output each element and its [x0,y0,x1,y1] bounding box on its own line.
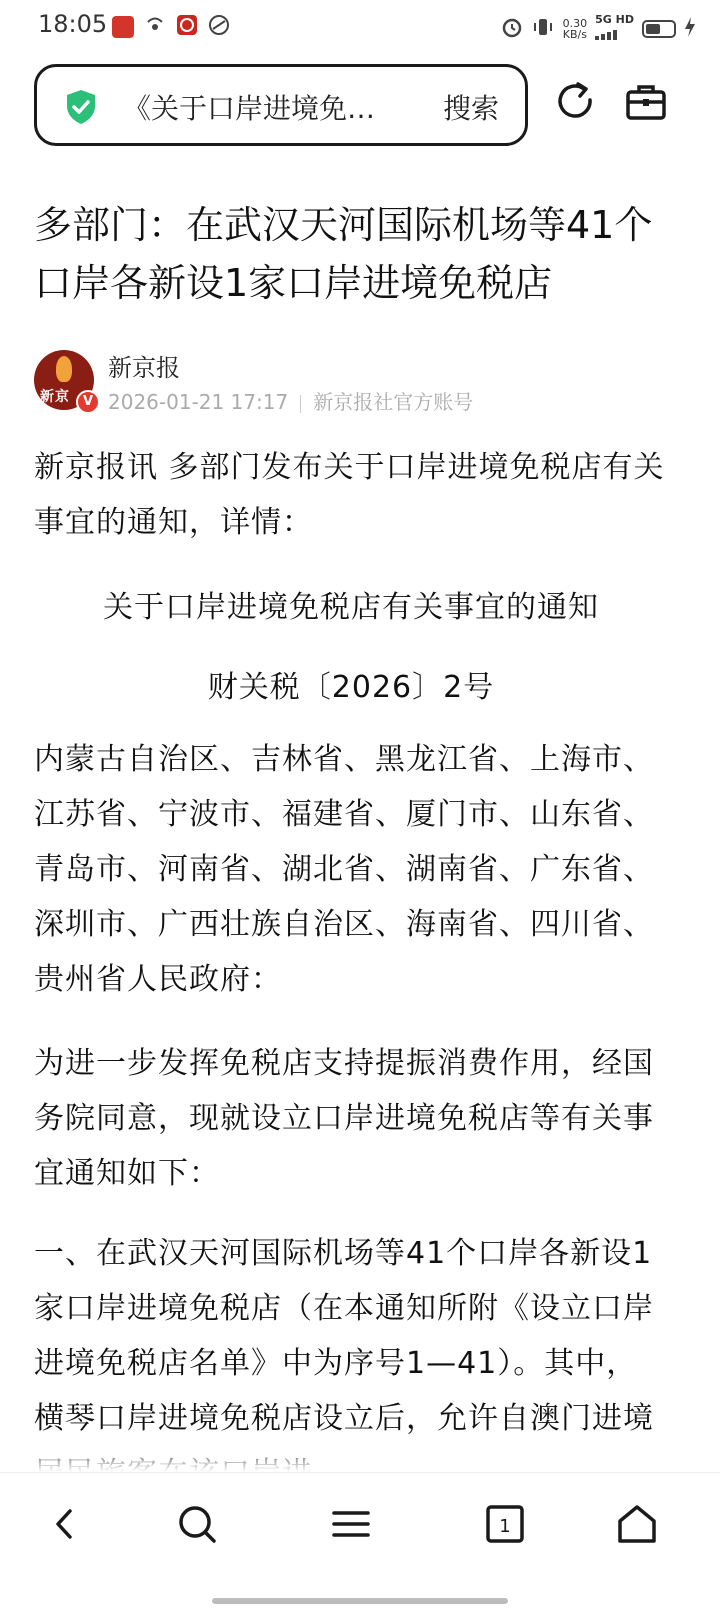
bank-app-icon [176,14,198,40]
search-input[interactable]: 《关于口岸进境免… [123,92,376,125]
article-paragraph-2: 一、在武汉天河国际机场等41个口岸各新设1家口岸进境免税店（在本通知所附《设立口岸进境免税店名单》中为序号1—41）。其中，横琴口岸进境免税店设立后，允许自澳门进境 [34,1236,654,1436]
publish-date: 2026-01-21 17:17 [108,390,289,414]
network-type: 5G HD [595,13,634,26]
wifi-calling-icon [144,14,166,40]
network-speed-value: 0.30 [562,17,588,30]
status-bar [0,0,720,56]
search-bar[interactable] [34,64,528,146]
content-fade [0,1440,720,1472]
toolbox-icon[interactable] [624,80,668,124]
author-meta [108,386,473,415]
news-app-icon [112,16,134,38]
notice-number: 财关税〔2026〕2号 [207,670,495,705]
article-paragraph-1: 为进一步发挥免税店支持提振消费作用，经国务院同意，现就设立口岸进境免税店等有关事宜通知如下： [34,1046,654,1191]
network-speed-unit: KB/s [562,28,587,41]
security-shield-icon [65,89,97,125]
notification-icons [112,14,230,40]
alarm-icon [501,16,523,42]
signal-indicator [595,14,634,44]
meta-divider [300,395,301,413]
battery-icon [642,20,676,38]
charging-icon [684,16,696,42]
search-icon[interactable] [174,1501,220,1547]
refresh-icon[interactable] [554,80,598,124]
article-title: 多部门：在武汉天河国际机场等41个口岸各新设1家口岸进境免税店 [34,203,653,305]
article-intro: 新京报讯 多部门发布关于口岸进境免税店有关事宜的通知，详情： [34,450,665,540]
addressees: 内蒙古自治区、吉林省、黑龙江省、上海市、江苏省、宁波市、福建省、厦门市、山东省、青岛市、河南省、湖北省、湖南省、广东省、深圳市、广西壮族自治区、海南省、四川省、贵州省人民政府： [34,742,654,997]
account-description: 新京报社官方账号 [313,390,474,414]
svg-text:1: 1 [499,1516,511,1537]
bottom-navigation [0,1472,720,1613]
signal-bars-icon [595,30,625,40]
verified-icon: V [76,390,100,414]
notice-title: 关于口岸进境免税店有关事宜的通知 [103,590,599,625]
system-status-icons [501,14,696,44]
avatar-logo-text: 新京 [40,389,70,405]
author-row[interactable] [34,346,694,418]
flame-logo-icon [56,356,72,382]
network-speed [563,18,588,40]
back-icon[interactable] [42,1501,88,1547]
status-time: 18:05 [38,10,108,38]
home-indicator[interactable] [212,1598,508,1604]
menu-icon[interactable] [328,1501,374,1547]
sync-icon [208,14,230,40]
search-button[interactable]: 搜索 [442,92,499,125]
home-icon[interactable] [614,1501,660,1547]
vibrate-icon [531,16,555,42]
tabs-icon[interactable] [482,1501,528,1547]
author-name[interactable]: 新京报 [108,354,180,382]
